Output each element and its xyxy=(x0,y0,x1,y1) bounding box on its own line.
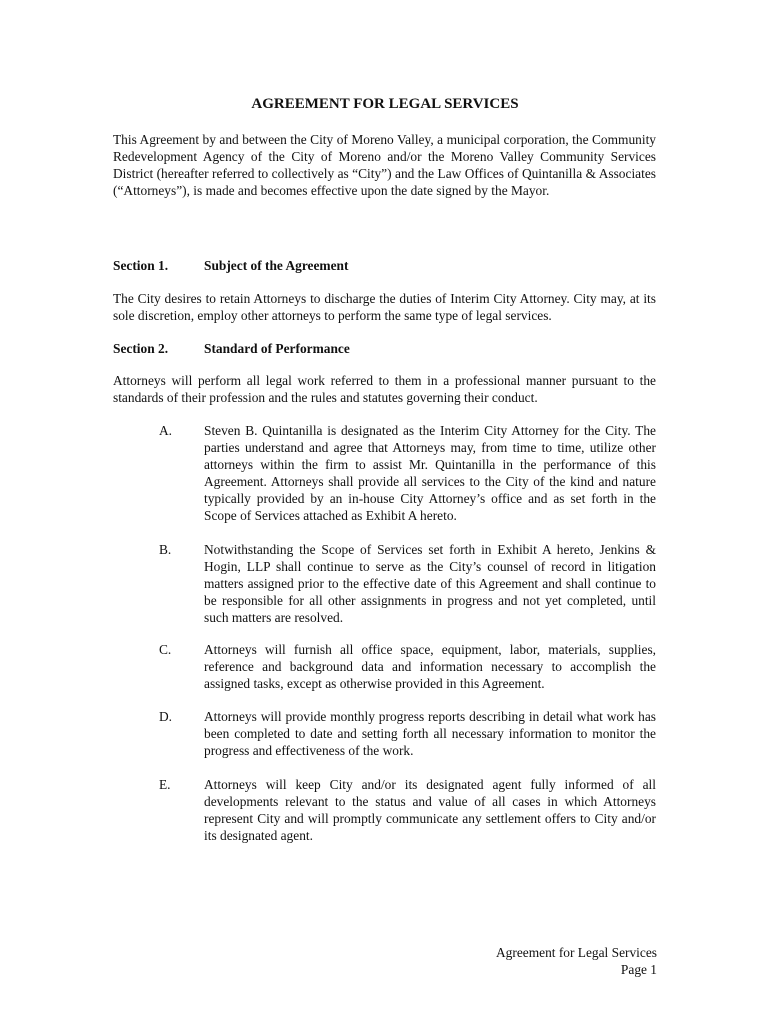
list-item-letter: E. xyxy=(159,777,171,792)
section-1-heading xyxy=(113,257,348,274)
footer-document-title: Agreement for Legal Services xyxy=(496,945,657,960)
list-item-letter: C. xyxy=(159,642,172,657)
document-title: AGREEMENT FOR LEGAL SERVICES xyxy=(251,96,519,112)
section-1-body: The City desires to retain Attorneys to discharge the duties of Interim City Attorney. City may, at its sole discretion, employ other attorneys to perform the same type of legal services. xyxy=(113,291,656,323)
list-item-text: Attorneys will keep City and/or its designated agent fully informed of all developments relevant to the status and value of all cases in which Attorneys represent City and will promptly communicate any settlement offers to City and/or its designated agent. xyxy=(204,777,656,843)
page-footer xyxy=(496,944,657,978)
intro-paragraph: This Agreement by and between the City of Moreno Valley, a municipal corporation, the Community Redevelopment Agency of the City of Moreno and/or the Moreno Valley Community Services District (hereafter referred to collectively as “City”) and the Law Offices of Quintanilla & Associates (“Attorneys”), is made and becomes effective upon the date signed by the Mayor. xyxy=(113,132,656,198)
list-item-text: Attorneys will provide monthly progress reports describing in detail what work has been completed to date and setting forth all necessary information to monitor the progress and effectiveness of the work. xyxy=(204,709,656,758)
footer-page-number: Page 1 xyxy=(620,962,657,977)
list-item-d xyxy=(159,708,656,759)
list-item-letter: A. xyxy=(159,423,173,438)
list-item-a xyxy=(159,422,656,524)
list-item-b xyxy=(159,541,656,626)
list-item-c xyxy=(159,641,656,692)
section-2-number: Section 2. xyxy=(113,341,169,356)
list-item-letter: D. xyxy=(159,709,173,724)
section-2-body: Attorneys will perform all legal work referred to them in a professional manner pursuant to the standards of their profession and the rules and statutes governing their conduct. xyxy=(113,373,656,405)
section-2-title: Standard of Performance xyxy=(204,341,350,356)
section-1-title: Subject of the Agreement xyxy=(204,258,349,273)
list-item-letter: B. xyxy=(159,542,172,557)
list-item-e xyxy=(159,776,656,844)
list-item-text: Steven B. Quintanilla is designated as the Interim City Attorney for the City. The parties understand and agree that Attorneys may, from time to time, utilize other attorneys within the firm to assist Mr. Quintanilla in the performance of this Agreement. Attorneys shall provide all services to the City of the kind and nature typically provided by an in-house City Attorney’s office and as set forth in the Scope of Services attached as Exhibit A hereto. xyxy=(204,423,656,523)
list-item-text: Attorneys will furnish all office space, equipment, labor, materials, supplies, reference and background data and information necessary to accomplish the assigned tasks, except as otherwise provided in this Agreement. xyxy=(204,642,656,691)
section-1-number: Section 1. xyxy=(113,258,169,273)
list-item-text: Notwithstanding the Scope of Services set forth in Exhibit A hereto, Jenkins & Hogin, LLP shall continue to serve as the City’s counsel of record in litigation matters assigned prior to the effective date of this Agreement and shall continue to be responsible for all other assignments in progress and not yet completed, until such matters are resolved. xyxy=(204,542,656,625)
section-2-heading xyxy=(113,340,350,357)
